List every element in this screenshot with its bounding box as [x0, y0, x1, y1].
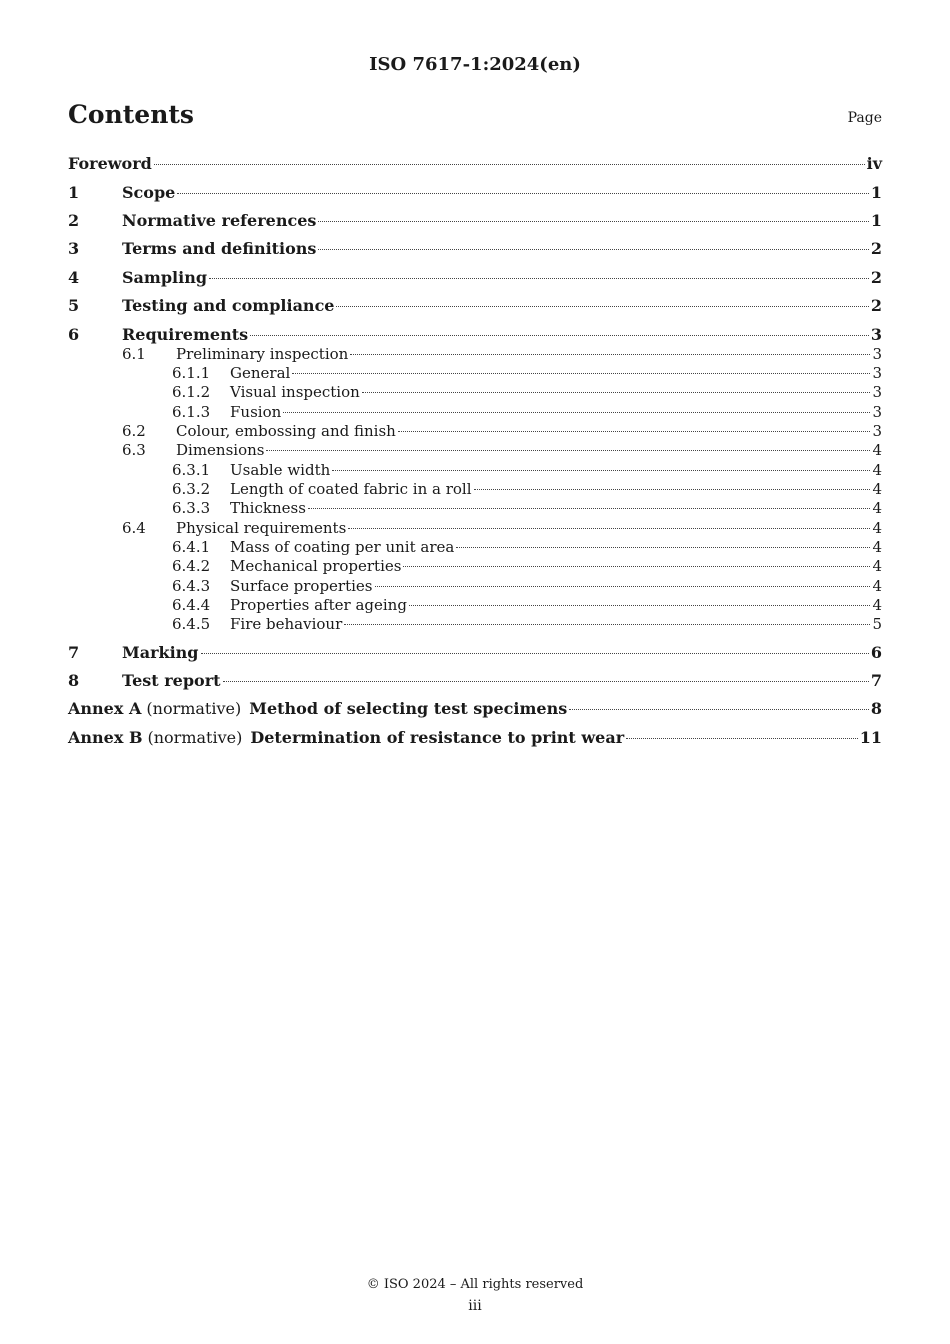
toc-subentry[interactable] [68, 403, 882, 421]
dot-leader [177, 193, 869, 194]
toc-title: Scope [122, 183, 176, 202]
toc-subentry[interactable] [68, 519, 882, 537]
toc-number: 6.3.1 [172, 461, 211, 479]
toc-title: Preliminary inspection [176, 345, 349, 363]
copyright-notice: © ISO 2024 – All rights reserved [366, 1277, 584, 1292]
annex-type: (normative) [147, 728, 243, 747]
toc-number: 4 [68, 268, 80, 287]
dot-leader [209, 278, 869, 279]
dot-leader [292, 373, 870, 374]
dot-leader [223, 681, 869, 682]
toc-page: 3 [872, 403, 882, 421]
dot-leader [409, 605, 871, 606]
toc-title: Foreword [68, 154, 152, 173]
annex-type: (normative) [146, 699, 242, 718]
toc-subentry[interactable] [68, 422, 882, 440]
dot-leader [266, 450, 870, 451]
toc-page: 4 [872, 557, 882, 575]
toc-subentry[interactable] [68, 345, 882, 363]
toc-number: 1 [68, 183, 80, 202]
toc-title: Testing and compliance [122, 296, 335, 315]
toc-title: Test report [122, 671, 221, 690]
toc-title: Requirements [122, 325, 249, 344]
toc-title: Mechanical properties [230, 557, 402, 575]
toc-page: 2 [870, 239, 882, 258]
toc-page: 1 [870, 211, 882, 230]
toc-title: Thickness [230, 499, 306, 517]
toc-title: Method of selecting test specimens [249, 699, 568, 718]
toc-page: 4 [872, 441, 882, 459]
toc-entry-test-report[interactable] [68, 671, 882, 690]
toc-title: Usable width [230, 461, 331, 479]
toc-page: 6 [870, 643, 882, 662]
toc-page: 2 [870, 296, 882, 315]
toc-title: Dimensions [176, 441, 265, 459]
dot-leader [336, 306, 868, 307]
toc-number: 6.1 [122, 345, 146, 363]
toc-page: 3 [872, 345, 882, 363]
toc-number: 2 [68, 211, 80, 230]
toc-entry-marking[interactable] [68, 643, 882, 662]
dot-leader [375, 586, 871, 587]
dot-leader [626, 738, 858, 739]
toc-title: Determination of resistance to print wear [250, 728, 625, 747]
toc-title: Surface properties [230, 577, 373, 595]
toc-page: 4 [872, 480, 882, 498]
dot-leader [332, 470, 870, 471]
toc-subentry[interactable] [68, 596, 882, 614]
toc-number: 6.3.3 [172, 499, 211, 517]
toc-number: 6.4.5 [172, 615, 211, 633]
toc-title: Properties after ageing [230, 596, 407, 614]
toc-page: 4 [872, 538, 882, 556]
toc-number: 8 [68, 671, 80, 690]
dot-leader [403, 566, 870, 567]
toc-number: 6.1.1 [172, 364, 211, 382]
dot-leader [283, 412, 870, 413]
dot-leader [569, 709, 869, 710]
toc-entry-annex-a[interactable] [68, 699, 882, 718]
toc-subentry[interactable] [68, 441, 882, 459]
dot-leader [154, 164, 865, 165]
toc-subentry[interactable] [68, 499, 882, 517]
toc-page: 4 [872, 577, 882, 595]
toc-page: 4 [872, 596, 882, 614]
toc-number: 6.4.4 [172, 596, 211, 614]
toc-entry-terms[interactable] [68, 239, 882, 258]
toc-entry-requirements[interactable] [68, 325, 882, 344]
toc-number: 6.1.2 [172, 383, 211, 401]
dot-leader [474, 489, 871, 490]
toc-subentry[interactable] [68, 383, 882, 401]
toc-title: Colour, embossing and finish [176, 422, 396, 440]
toc-page: 1 [870, 183, 882, 202]
toc-page: 3 [870, 325, 882, 344]
toc-entry-annex-b[interactable] [68, 728, 882, 747]
toc-page: 4 [872, 499, 882, 517]
annex-label: Annex A [68, 699, 142, 718]
page-number: iii [468, 1298, 482, 1314]
toc-title: Normative references [122, 211, 317, 230]
contents-heading: Contents [68, 100, 195, 129]
toc-title: Fire behaviour [230, 615, 343, 633]
dot-leader [201, 653, 869, 654]
toc-title: Terms and definitions [122, 239, 317, 258]
dot-leader [398, 431, 871, 432]
toc-page: 11 [859, 728, 882, 747]
toc-title: Sampling [122, 268, 208, 287]
toc-page: 7 [870, 671, 882, 690]
toc-entry-foreword[interactable] [68, 154, 882, 173]
toc-page: 3 [872, 364, 882, 382]
dot-leader [456, 547, 870, 548]
dot-leader [318, 249, 868, 250]
dot-leader [348, 528, 870, 529]
toc-subentry[interactable] [68, 557, 882, 575]
toc-page: 4 [872, 519, 882, 537]
toc-number: 6.4.2 [172, 557, 211, 575]
toc-entry-testing[interactable] [68, 296, 882, 315]
toc-page: 3 [872, 422, 882, 440]
toc-number: 6.1.3 [172, 403, 211, 421]
toc-number: 6.3.2 [172, 480, 211, 498]
dot-leader [318, 221, 868, 222]
toc-number: 6.4.1 [172, 538, 211, 556]
dot-leader [250, 335, 869, 336]
toc-number: 3 [68, 239, 80, 258]
toc-number: 7 [68, 643, 80, 662]
toc-page: 3 [872, 383, 882, 401]
toc-page: 4 [872, 461, 882, 479]
toc-page: 5 [872, 615, 882, 633]
toc-title: Marking [122, 643, 199, 662]
toc-page: iv [866, 154, 882, 173]
toc-entry-sampling[interactable] [68, 268, 882, 287]
annex-label: Annex B [68, 728, 143, 747]
dot-leader [344, 624, 870, 625]
dot-leader [350, 354, 870, 355]
toc-title: Mass of coating per unit area [230, 538, 455, 556]
toc-number: 5 [68, 296, 80, 315]
toc-title: General [230, 364, 291, 382]
toc-subentry[interactable] [68, 480, 882, 498]
document-id: ISO 7617-1:2024(en) [369, 54, 581, 75]
toc-subentry[interactable] [68, 577, 882, 595]
toc-page: 2 [870, 268, 882, 287]
toc-number: 6.4 [122, 519, 146, 537]
toc-subentry[interactable] [68, 364, 882, 382]
toc-title: Visual inspection [230, 383, 360, 401]
toc-title: Fusion [230, 403, 282, 421]
toc-number: 6.4.3 [172, 577, 211, 595]
toc-page: 8 [870, 699, 882, 718]
toc-subentry[interactable] [68, 538, 882, 556]
toc-title: Length of coated fabric in a roll [230, 480, 472, 498]
toc-number: 6.3 [122, 441, 146, 459]
page-column-label: Page [847, 110, 882, 126]
toc-subentry[interactable] [68, 461, 882, 479]
toc-entry-scope[interactable] [68, 183, 882, 202]
toc-number: 6.2 [122, 422, 146, 440]
dot-leader [308, 508, 871, 509]
toc-entry-normative-references[interactable] [68, 211, 882, 230]
dot-leader [362, 392, 871, 393]
toc-subentry[interactable] [68, 615, 882, 633]
toc-number: 6 [68, 325, 80, 344]
toc-title: Physical requirements [176, 519, 347, 537]
